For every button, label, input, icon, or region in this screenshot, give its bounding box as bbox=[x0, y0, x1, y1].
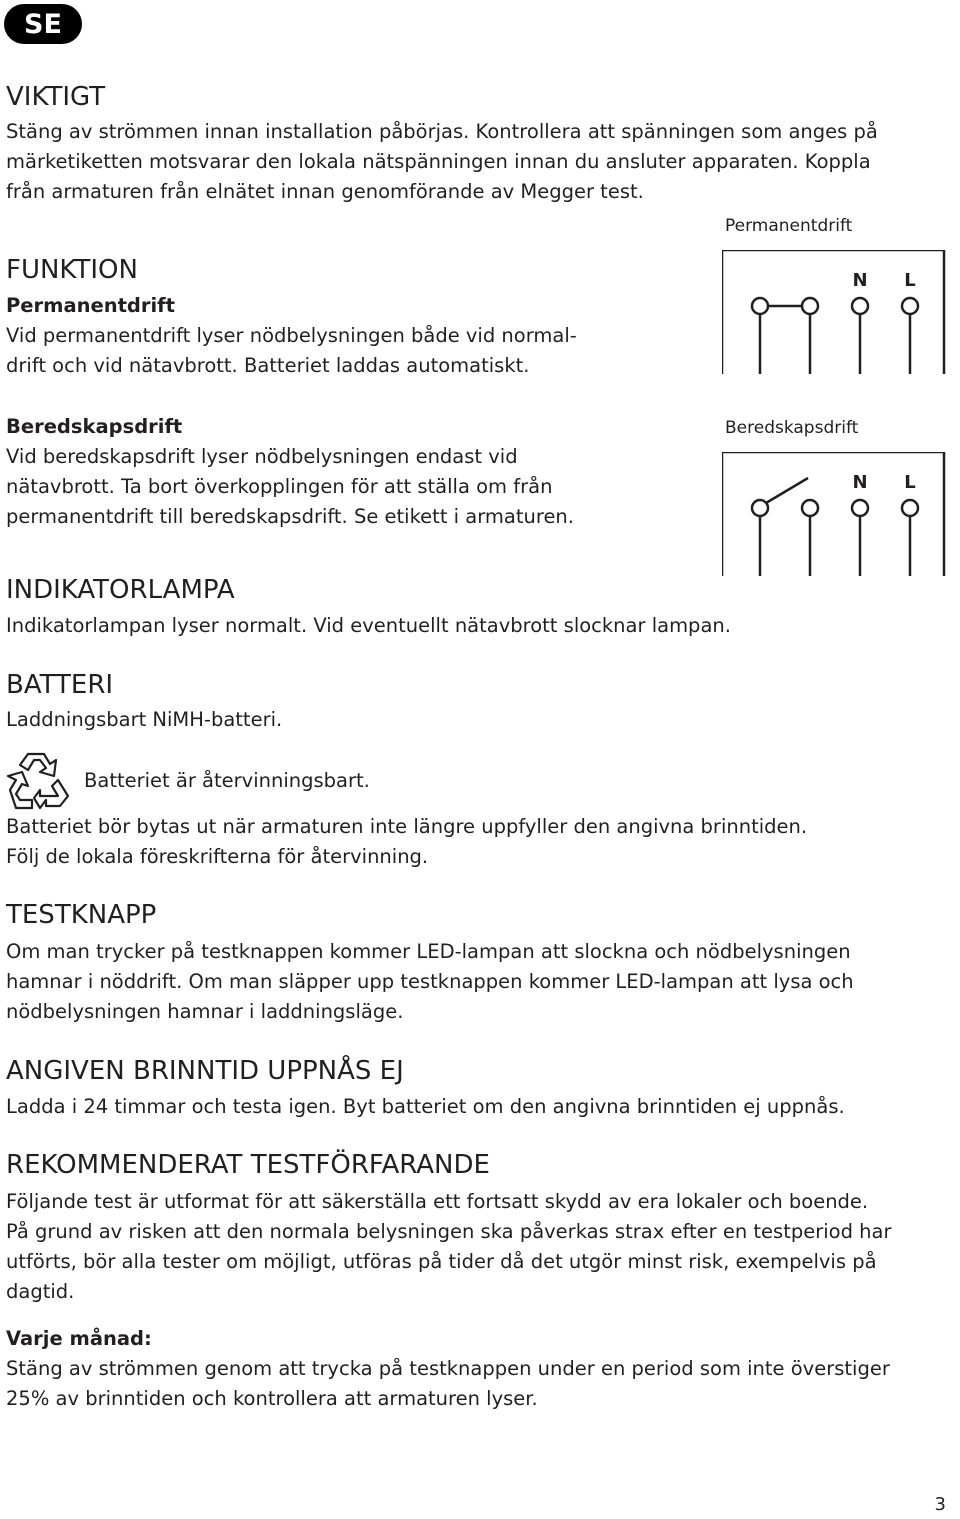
n-terminal-label: N bbox=[852, 472, 868, 493]
permanent-wiring-diagram bbox=[722, 250, 946, 376]
language-badge: SE bbox=[4, 4, 82, 44]
n-terminal-label: N bbox=[852, 270, 868, 291]
l-terminal-label: L bbox=[904, 472, 916, 493]
standby-line: nätavbrott. Ta bort överkopplingen för att ställa om från bbox=[6, 475, 553, 498]
permanent-title: Permanentdrift bbox=[6, 294, 175, 317]
duration-heading: ANGIVEN BRINNTID UPPNÅS EJ bbox=[6, 1056, 404, 1086]
testbutton-heading: TESTKNAPP bbox=[6, 900, 157, 930]
standby-diagram-label: Beredskapsdrift bbox=[725, 418, 859, 438]
permanent-line: drift och vid nätavbrott. Batteriet laddas automatiskt. bbox=[6, 354, 530, 377]
procedure-line: Följande test är utformat för att säkerställa ett fortsatt skydd av era lokaler och boende. bbox=[6, 1190, 869, 1213]
monthly-line: 25% av brinntiden och kontrollera att armaturen lyser. bbox=[6, 1387, 538, 1410]
battery-text: Laddningsbart NiMH-batteri. bbox=[6, 708, 283, 731]
permanent-line: Vid permanentdrift lyser nödbelysningen både vid normal- bbox=[6, 324, 577, 347]
procedure-line: dagtid. bbox=[6, 1280, 75, 1303]
monthly-title: Varje månad: bbox=[6, 1327, 152, 1350]
page-number: 3 bbox=[934, 1494, 946, 1515]
battery-line: Batteriet bör bytas ut när armaturen inte längre uppfyller den angivna brinntiden. bbox=[6, 815, 808, 838]
standby-line: permanentdrift till beredskapsdrift. Se etikett i armaturen. bbox=[6, 505, 574, 528]
recycle-icon bbox=[6, 750, 70, 810]
standby-title: Beredskapsdrift bbox=[6, 415, 183, 438]
important-heading: VIKTIGT bbox=[6, 82, 106, 112]
standby-line: Vid beredskapsdrift lyser nödbelysningen endast vid bbox=[6, 445, 518, 468]
testbutton-line: Om man trycker på testknappen kommer LED-lampan att slockna och nödbelysningen bbox=[6, 940, 851, 963]
procedure-heading: REKOMMENDERAT TESTFÖRFARANDE bbox=[6, 1150, 490, 1180]
indicator-text: Indikatorlampan lyser normalt. Vid eventuellt nätavbrott slocknar lampan. bbox=[6, 614, 731, 637]
l-terminal-label: L bbox=[904, 270, 916, 291]
important-line: märketiketten motsvarar den lokala nätspänningen innan du ansluter apparaten. Koppla bbox=[6, 150, 871, 173]
procedure-line: utförts, bör alla tester om möjligt, utföras på tider då det utgör minst risk, exempelvis på bbox=[6, 1250, 877, 1273]
procedure-line: På grund av risken att den normala belysningen ska påverkas strax efter en testperiod har bbox=[6, 1220, 892, 1243]
testbutton-line: nödbelysningen hamnar i laddningsläge. bbox=[6, 1000, 404, 1023]
duration-text: Ladda i 24 timmar och testa igen. Byt batteriet om den angivna brinntiden ej uppnås. bbox=[6, 1095, 845, 1118]
important-line: från armaturen från elnätet innan genomförande av Megger test. bbox=[6, 180, 644, 203]
permanent-diagram-label: Permanentdrift bbox=[725, 216, 853, 236]
indicator-heading: INDIKATORLAMPA bbox=[6, 575, 235, 605]
monthly-line: Stäng av strömmen genom att trycka på testknappen under en period som inte överstiger bbox=[6, 1357, 890, 1380]
recycle-text: Batteriet är återvinningsbart. bbox=[84, 769, 370, 792]
battery-line: Följ de lokala föreskrifterna för återvinning. bbox=[6, 845, 429, 868]
battery-heading: BATTERI bbox=[6, 670, 114, 700]
standby-wiring-diagram bbox=[722, 452, 946, 578]
function-heading: FUNKTION bbox=[6, 255, 138, 285]
important-line: Stäng av strömmen innan installation påbörjas. Kontrollera att spänningen som anges på bbox=[6, 120, 878, 143]
testbutton-line: hamnar i nöddrift. Om man släpper upp testknappen kommer LED-lampan att lysa och bbox=[6, 970, 854, 993]
